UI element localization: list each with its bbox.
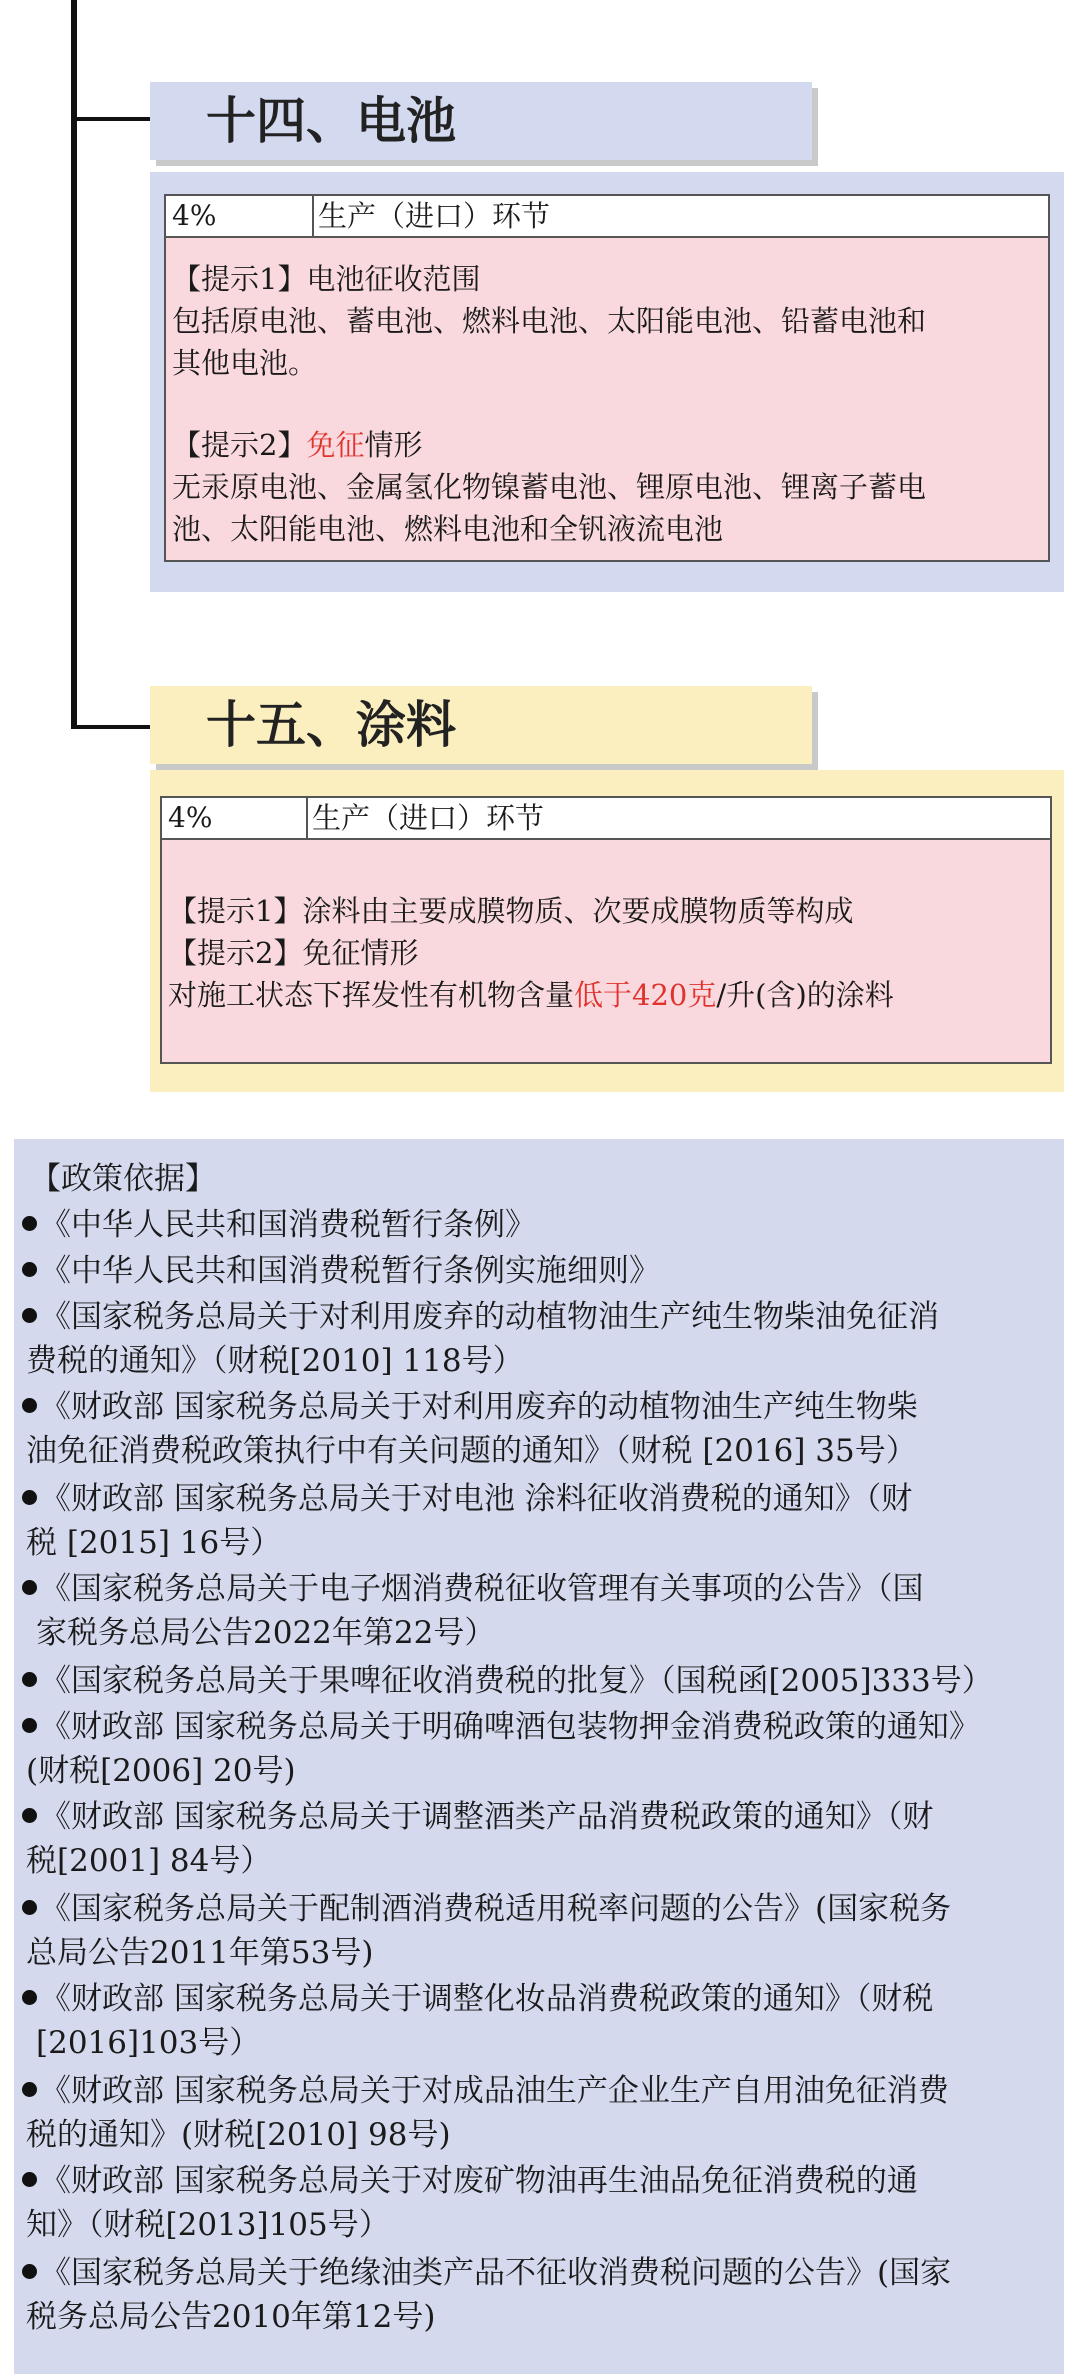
bullet-icon — [22, 1718, 37, 1733]
bullet-icon — [22, 1900, 37, 1915]
battery-tip2-prefix: 【提示2】 — [172, 428, 307, 462]
coating-tip1: 【提示1】涂料由主要成膜物质、次要成膜物质等构成 — [168, 894, 854, 928]
battery-exempt-line-2: 池、太阳能电池、燃料电池和全钒液流电池 — [172, 512, 724, 546]
bullet-icon — [22, 1672, 37, 1687]
policy-item-14-cont: 税务总局公告2010年第12号) — [26, 2299, 436, 2335]
battery-exempt-line-1: 无汞原电池、金属氢化物镍蓄电池、锂原电池、锂离子蓄电 — [172, 470, 927, 504]
coating-info-box — [160, 796, 1052, 1064]
coating-header-divider — [306, 798, 308, 838]
battery-header-row — [166, 196, 1048, 238]
bullet-icon — [22, 1398, 37, 1413]
coating-panel — [150, 770, 1064, 1092]
policy-item-3: 《国家税务总局关于对利用废弃的动植物油生产纯生物柴油免征消 — [22, 1295, 939, 1339]
bullet-icon — [22, 2082, 37, 2097]
coating-tip2: 【提示2】免征情形 — [168, 936, 419, 970]
policy-item-1: 《中华人民共和国消费税暂行条例》 — [22, 1203, 536, 1247]
bullet-icon — [22, 1216, 37, 1231]
coating-exempt-prefix: 对施工状态下挥发性有机物含量 — [168, 978, 575, 1012]
battery-scope-line-1: 包括原电池、蓄电池、燃料电池、太阳能电池、铅蓄电池和 — [172, 304, 927, 338]
policy-item-5: 《财政部 国家税务总局关于对电池 涂料征收消费税的通知》（财 — [22, 1477, 912, 1521]
policy-item-13-cont: 知》（财税[2013]105号） — [26, 2207, 390, 2243]
battery-tip2-heading — [172, 424, 1042, 466]
policy-item-6: 《国家税务总局关于电子烟消费税征收管理有关事项的公告》（国 — [22, 1567, 924, 1611]
battery-info-box — [164, 194, 1050, 562]
bullet-icon — [22, 2264, 37, 2279]
bullet-icon — [22, 1990, 37, 2005]
policy-item-12: 《财政部 国家税务总局关于对成品油生产企业生产自用油免征消费 — [22, 2069, 949, 2113]
coating-header-row — [162, 798, 1050, 840]
policy-item-10-cont: 总局公告2011年第53号) — [26, 1935, 374, 1971]
coating-exempt-line — [168, 974, 1044, 1016]
policy-item-8-cont: (财税[2006] 20号) — [26, 1753, 296, 1789]
bullet-icon — [22, 1808, 37, 1823]
policy-item-10: 《国家税务总局关于配制酒消费税适用税率问题的公告》(国家税务 — [22, 1887, 951, 1931]
policy-item-13: 《财政部 国家税务总局关于对废矿物油再生油品免征消费税的通 — [22, 2159, 918, 2203]
policy-item-8: 《财政部 国家税务总局关于明确啤酒包装物押金消费税政策的通知》 — [22, 1705, 980, 1749]
coating-exempt-threshold: 低于420克 — [574, 978, 717, 1012]
policy-item-3-cont: 费税的通知》（财税[2010] 118号） — [26, 1343, 524, 1379]
battery-header-divider — [312, 196, 314, 236]
policy-item-11-cont: [2016]103号） — [36, 2025, 261, 2061]
battery-scope-line-2: 其他电池。 — [172, 346, 318, 380]
policy-heading: 【政策依据】 — [30, 1161, 216, 1197]
coating-tax-rate: 4% — [168, 801, 213, 834]
policy-item-7: 《国家税务总局关于果啤征收消费税的批复》（国税函[2005]333号） — [22, 1659, 993, 1703]
policy-item-11: 《财政部 国家税务总局关于调整化妆品消费税政策的通知》（财税 — [22, 1977, 933, 2021]
battery-tip2-suffix: 情形 — [364, 428, 423, 462]
connector-arrow-battery — [71, 117, 155, 121]
policy-item-9: 《财政部 国家税务总局关于调整酒类产品消费税政策的通知》（财 — [22, 1795, 933, 1839]
battery-tip1-heading: 【提示1】电池征收范围 — [172, 262, 481, 296]
bullet-icon — [22, 2172, 37, 2187]
flow-connector-line — [71, 0, 77, 729]
section-title-coating: 十五、涂料 — [150, 686, 812, 764]
bullet-icon — [22, 1580, 37, 1595]
policy-basis-panel — [14, 1139, 1064, 2374]
policy-item-4-cont: 油免征消费税政策执行中有关问题的通知》（财税 [2016] 35号） — [26, 1433, 917, 1469]
connector-arrow-coating — [71, 725, 155, 729]
bullet-icon — [22, 1308, 37, 1323]
policy-item-14: 《国家税务总局关于绝缘油类产品不征收消费税问题的公告》(国家 — [22, 2251, 951, 2295]
policy-item-4: 《财政部 国家税务总局关于对利用废弃的动植物油生产纯生物柴 — [22, 1385, 918, 1429]
policy-item-12-cont: 税的通知》(财税[2010] 98号) — [26, 2117, 451, 2153]
section-title-battery: 十四、电池 — [150, 82, 812, 160]
battery-tip2-exempt-label: 免征 — [306, 428, 365, 462]
policy-item-9-cont: 税[2001] 84号） — [26, 1843, 272, 1879]
policy-item-2: 《中华人民共和国消费税暂行条例实施细则》 — [22, 1249, 660, 1293]
coating-exempt-suffix: /升(含)的涂料 — [716, 978, 894, 1012]
bullet-icon — [22, 1262, 37, 1277]
bullet-icon — [22, 1490, 37, 1505]
coating-tax-stage: 生产（进口）环节 — [312, 801, 545, 835]
battery-panel — [150, 172, 1064, 592]
battery-tax-rate: 4% — [172, 199, 217, 232]
policy-item-5-cont: 税 [2015] 16号） — [26, 1525, 282, 1561]
battery-tax-stage: 生产（进口）环节 — [318, 199, 551, 233]
policy-item-6-cont: 家税务总局公告2022年第22号） — [36, 1615, 496, 1651]
